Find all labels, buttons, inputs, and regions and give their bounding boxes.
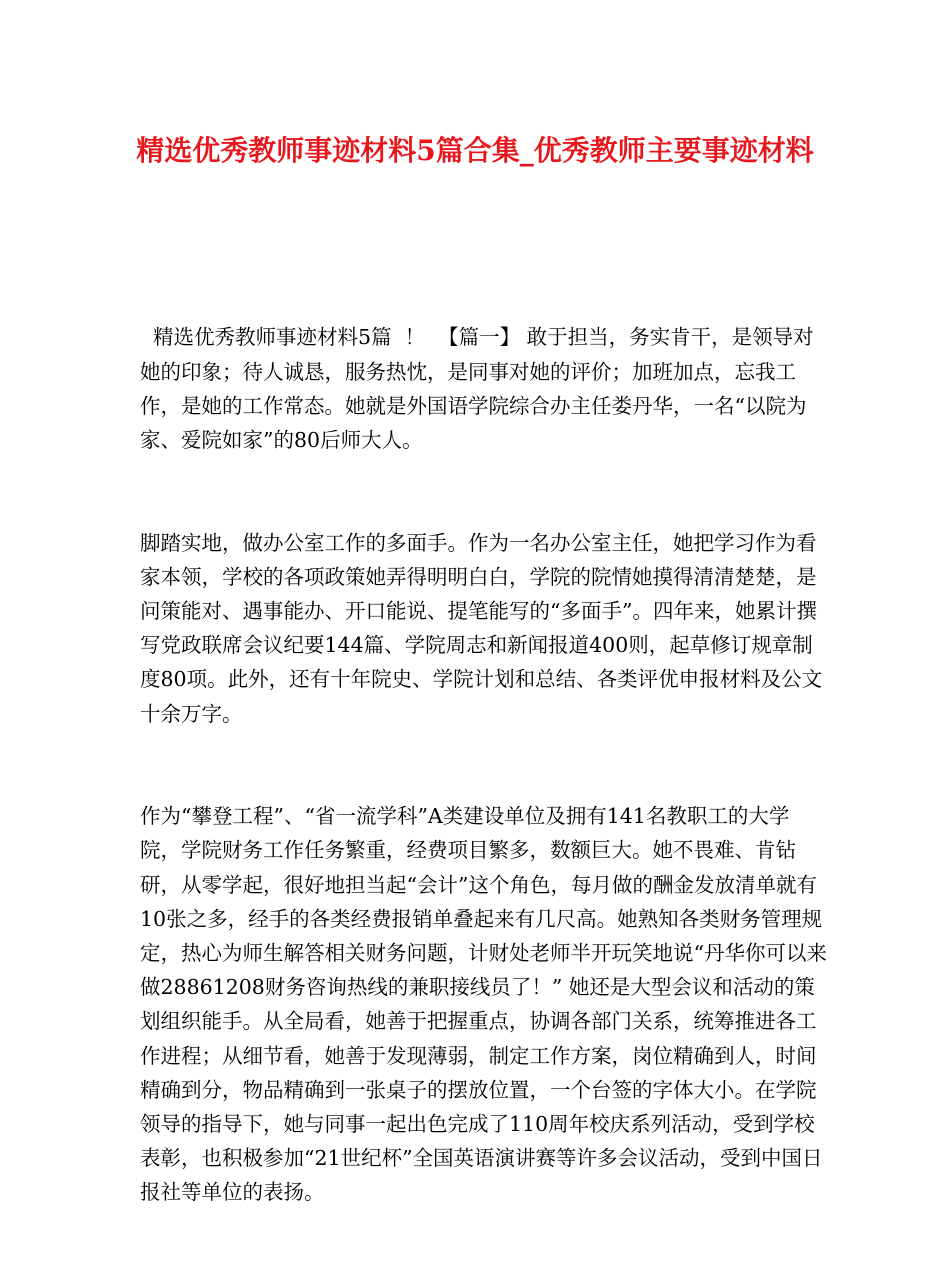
paragraph-finance-work: 作为“攀登工程”、“省一流学科”A类建设单位及拥有141名教职工的大学院，学院财务工作任务繁重，经费项目繁多，数额巨大。她不畏难、肯钻研，从零学起，很好地担当起“会计”这个角色，每月做的酬金发放清单就有10张之多，经手的各类经费报销单叠起来有几尺高。她熟知各类财务管理规定，热心为师生解答相关财务问题，计财处老师半开玩笑地说“丹华你可以来做28861208财务咨询热线的兼职接线员了！” 她还是大型会议和活动的策划组织能手。从全局看，她善于把握重点，协调各部门关系，统筹推进各工作进程；从细节看，她善于发现薄弱，制定工作方案，岗位精确到人，时间精确到分，物品精确到一张桌子的摆放位置，一个台签的字体大小。在学院领导的指导下，她与同事一起出色完成了110周年校庆系列活动，受到学校表彰，也积极参加“21世纪杯”全国英语演讲赛等许多会议活动，受到中国日报社等单位的表扬。	[140, 804, 827, 1205]
document-body	[140, 252, 828, 1278]
paragraph-office-work: 脚踏实地，做办公室工作的多面手。作为一名办公室主任，她把学习作为看家本领，学校的各项政策她弄得明明白白，学院的院情她摸得清清楚楚，是问策能对、遇事能办、开口能说、提笔能写的“多面手”。四年来，她累计撰写党政联席会议纪要144篇、学院周志和新闻报道400则，起草修订规章制度80项。此外，还有十年院史、学院计划和总结、各类评优申报材料及公文十余万字。	[140, 530, 823, 726]
paragraph-intro: 精选优秀教师事迹材料5篇 ！ 【篇一】 敢于担当，务实肯干，是领导对她的印象；待人诚恳，服务热忱，是同事对她的评价；加班加点，忘我工作，是她的工作常态。她就是外国语学院综合办主任娄丹华，一名“以院为家、爱院如家”的80后师大人。	[140, 325, 814, 453]
document-title: 精选优秀教师事迹材料5篇合集_优秀教师主要事迹材料	[136, 134, 814, 167]
